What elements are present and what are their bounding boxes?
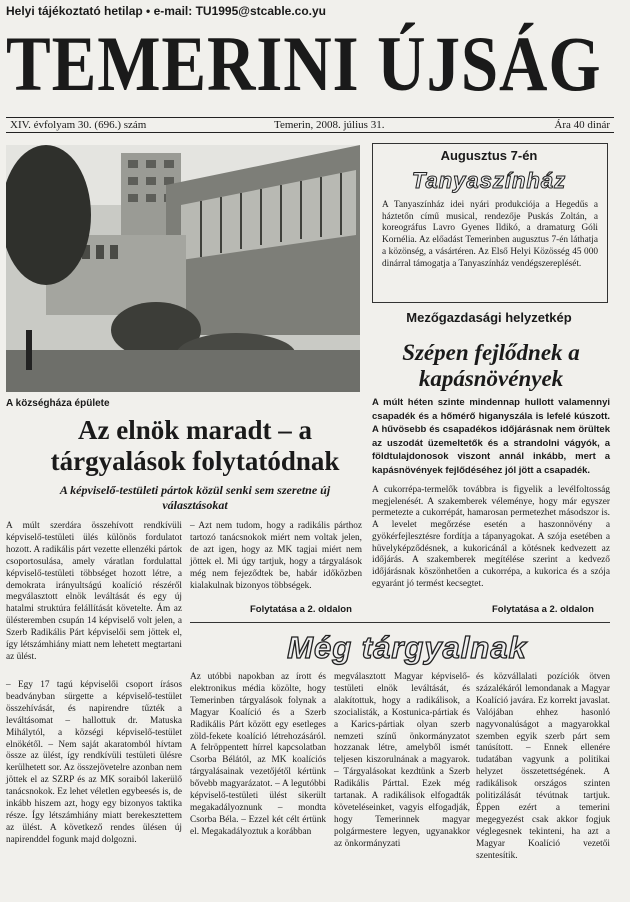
agri-title: Szépen fejlődnek a kapásnövények [402,340,580,391]
lower-col3: és közvállalati pozíciók ötven százalékáról lemondanak a Magyar Koalíció javára. Ez korrekt javaslat. Valójában ehhez hasonló nagyvonalúságot a magyarokkal szemben egyik szerb párt sem tanúsított. – Ennek ellenére tudatában vagyunk a politikai helyzet összetettségének. A radikálisok országos szinten politizálását tévútnak tartjuk. Éppen ezért a temerini megegyezést csak akkor fogjuk véglegesnek tekinteni, ha azt a Magyar Koalíció vezetői szentesítik. [476,672,610,861]
main-col1: A múlt szerdára összehívott rendkívüli képviselő-testületi ülés különös fordulatot hozott. A radikális párt vezette ellenzéki pártok csoportosulása, amely váratlan fordulattal képviselő-testületi többséget hozott létre, a demokrata irányultságú koalíció részéről megválasztott elnök leváltását és egy új hatalmi struktúra felállítását követelte. Ám az ülésteremben csupán 14 képviselő volt jelen, a Szerb Radikális Párt képviselői sem jöttek el, így létszámhiány miatt nem lehetett megtartani az ülést. [6,521,182,662]
photo-caption: A községháza épülete [6,398,110,409]
town-hall-illustration [6,145,360,392]
issue-bar [6,117,614,133]
main-col2: – Azt nem tudom, hogy a radikális párthoz tartozó tanácsnokok miért nem voltak jelen, de azt igen, hogy az MK tagjai miért nem jöttek el. Mi úgy tartjuk, hogy a tárgyalások még nem fejeződtek be, habár időközben kialakulnak bizonyos többségek. [190,521,362,591]
lower-col1: Az utóbbi napokban az írott és elektronikus média közölte, hogy Temerinben tárgyalások folynak a Magyar Koalíció és a Szerb Radikális Párt között egy esetleges zöld-fekete koalíció létrehozásáról. A felröppentett hírrel kapcsolatban Csorba Bélától, az MK koalíciós tárgyalásainak vezetőjétől kértünk bővebb magyarázatot. – A legutóbbi képviselő-testületi ülést sikerült megakadályoznunk – mondta Csorba Béla. – Ezzel két célt értünk el. Megakadályoztuk a korábban [190,672,326,837]
main-title: Az elnök maradt – a tárgyalások folytatódnak [50,415,340,476]
main-continued: Folytatása a 2. oldalon [250,604,352,615]
main-col1-cont: – Egy 17 tagú képviselői csoport írásos beadványban sürgette a képviselő-testület összehívását, és napirendre tűzték a leváltásomat – hallottuk dr. Matuska Mihálytól, a községi képviselő-testület elnökétől. – Nem saját akaratomból hívtam össze az ülést, így rendkívüli testületi ülésre kerülhetett sor. Az összejövetelre azonban nem jöttek el az SZRP és az MK soraiból lakerülő tanácsnokok. Ez lehet véletlen egybeesés is, de inkább hiszem azt, hogy egy bizonyos taktika része. Így létszámhiány miatt berekesztettem az ülést. A következő rendes ülésen új napirenddel fogunk majd dolgozni. [6,680,182,845]
lower-col2: megválasztott Magyar képviselő-testületi elnök leváltását, és alakítottuk, hogy a radikálisok, a szocialisták, a Kostunica-pártiak és a Karics-pártiak olyan szerb nemzeti színű önkormányzatot hozzanak létre, amelyből ismét teljesen kiszorulnának a magyarok. – Tárgyalásokat kezdtünk a Szerb Radikális Párttal. Ezek még tartanak. A radikálisok elfogadták követeléseinket, vagyis elfogadják, hogy Temerinnek magyar polgármestere legyen, ugyanakkor az önkormányzati [334,672,470,849]
lower-title: Még tárgyalnak [287,630,527,665]
agri-kicker: Mezőgazdasági helyzetkép [406,310,572,325]
issue-date: Temerin, 2008. július 31. [274,119,385,131]
agri-continued: Folytatása a 2. oldalon [492,604,594,615]
tagline: Helyi tájékoztató hetilap • e-mail: TU1995@stcable.co.yu [6,4,327,18]
agri-body: A cukorrépa-termelők továbbra is figyelik a levélfoltosság megjelenését. A szakemberek véleménye, hogy már egyszer permetezte a cukorrépát, hamarosan permetezhet másodszor is. A levelet megőrzése esetén a haszonnövény a gyökérfejlesztésre fordítja a tápanyagokat. A szója esetében a hüvelyképződésnek, a kukoricánál a kötésnek kedvezett az időjárás. A szakemberek megítélése szerint a kedvező időjárásnak köszönhetően a cukorrépa, a kukorica és a szója egyaránt jó termést kecsegtet. [372,485,610,589]
event-kicker: Augusztus 7-én [440,148,538,163]
agri-lead: A múlt héten szinte mindennap hullott valamennyi csapadék és a hőmérő higanyszála is lefelé kúszott. A hűvösebb és csapadékos időjárásnak nem örültek az uszodát üzemeltetők és a strandolni vágyók, a földtulajdonosok viszont annál inkább, mert a kapásnövények fejlődéséhez jól jött a csapadék. [372,397,610,476]
event-title: Tanyaszínház [411,168,567,193]
section-divider [190,622,610,623]
price: Ára 40 dinár [554,119,610,131]
volume: XIV. évfolyam 30. (696.) szám [10,119,147,131]
masthead: TEMERINI ÚJSÁG [6,20,602,107]
town-hall-photo [6,145,360,392]
event-text: A Tanyaszínház idei nyári produkciója a Hegedűs a háztetőn című musical, rendezője Puskás Zoltán, a koreográfus Lavro Gyenes Ildikó, a dramaturg Góli Kornélia. Az előadást Temerinben augusztus 7-én láthatja a közönség, a vásártéren. Az Első Helyi Közösség 45 000 dinárral támogatja a Tanyaszínház vendégszereplését. [382,200,598,269]
main-subtitle: A képviselő-testületi pártok közül senki sem szeretne új választásokat [59,483,331,512]
